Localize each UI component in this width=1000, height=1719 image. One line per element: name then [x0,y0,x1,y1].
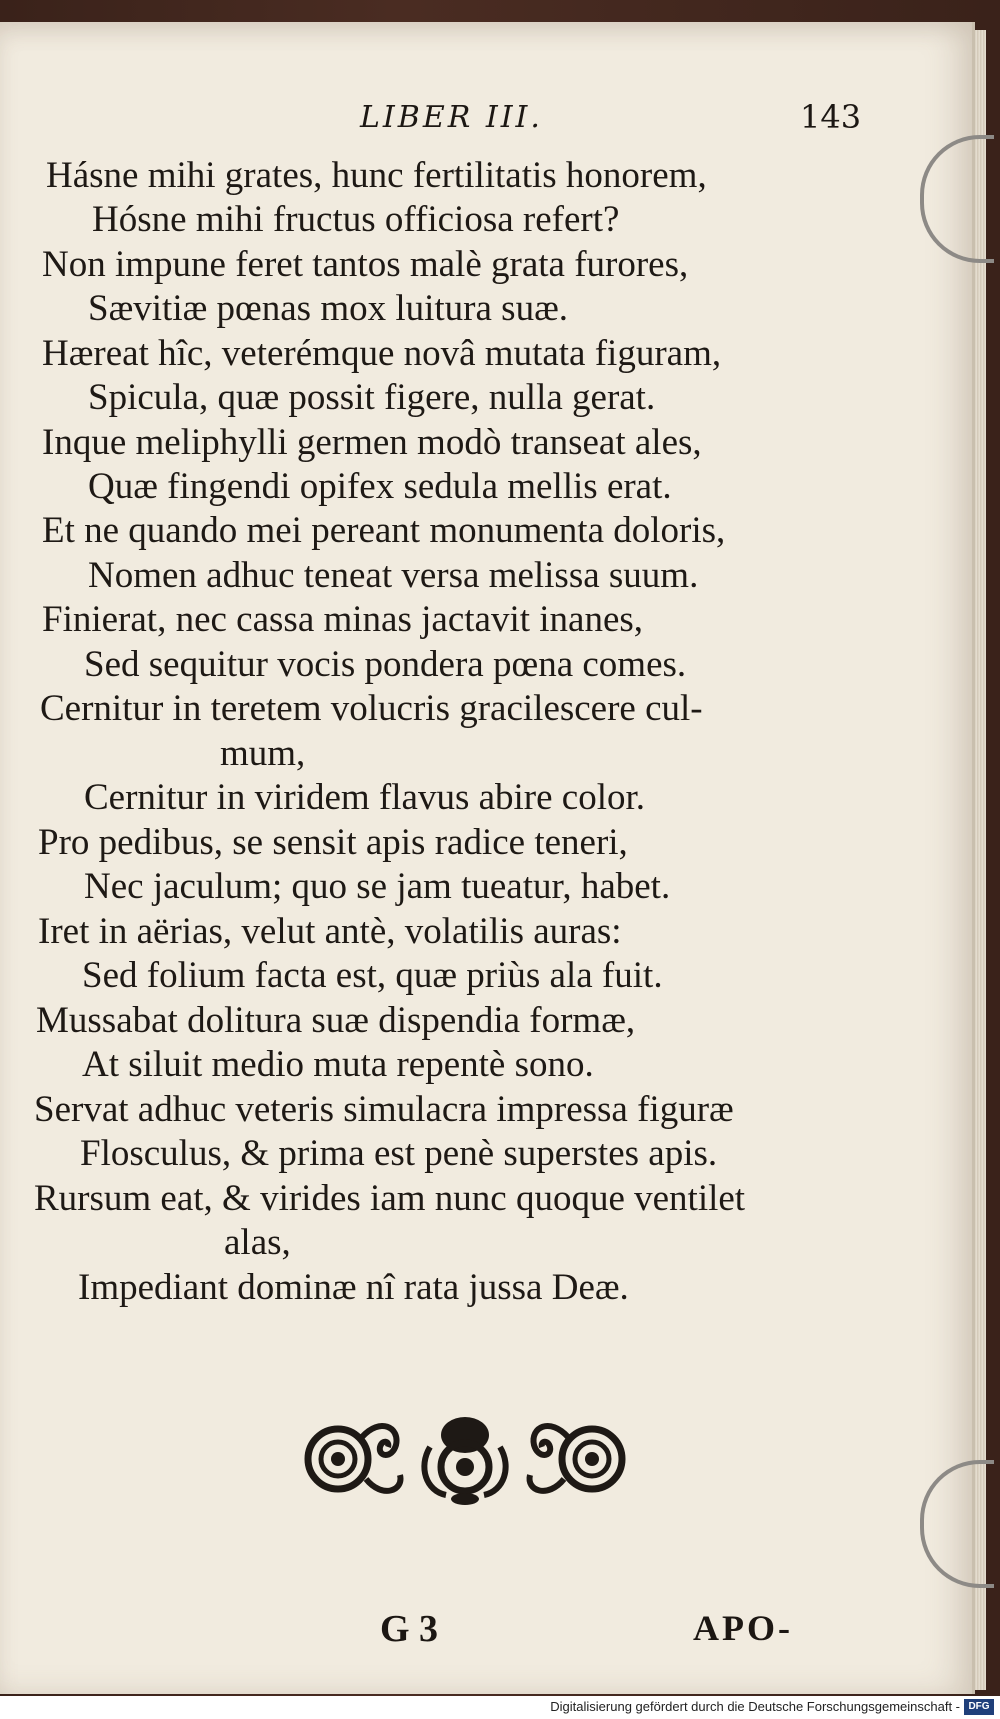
verse-line: Non impune feret tantos malè grata furores, [42,244,689,285]
verse-line: At siluit medio muta repentè sono. [82,1044,594,1085]
verse-line: Sed folium facta est, quæ priùs ala fuit. [82,955,663,996]
digitization-footer [0,1696,1000,1719]
verse-line: Nec jaculum; quo se jam tueatur, habet. [84,866,671,907]
verse-line: Quæ fingendi opifex sedula mellis erat. [88,466,672,507]
running-head: LIBER III. [360,100,543,135]
page-number: 143 [800,98,862,136]
verse-line: Iret in aërias, velut antè, volatilis auras: [38,911,622,952]
dfg-logo-icon: DFG [964,1699,994,1715]
catchword: APO- [693,1608,793,1648]
verse-line: Hæreat hîc, veterémque novâ mutata figuram, [42,333,722,374]
verse-line-continuation: mum, [220,733,306,774]
verse-line: Hósne mihi fructus officiosa refert? [92,199,620,240]
verse-line-continuation: alas, [224,1222,291,1263]
verse-line: Pro pedibus, se sensit apis radice teneri, [38,822,628,863]
page-header [0,100,972,140]
verse-line: Impediant dominæ nî rata jussa Deæ. [78,1267,629,1308]
book-page [0,22,975,1694]
floral-fleuron-ornament-icon [300,1407,630,1507]
verse-line: Nomen adhuc teneat versa melissa suum. [88,555,699,596]
verse-line: Et ne quando mei pereant monumenta doloris, [42,510,726,551]
verse-line: Inque meliphylli germen modò transeat ales, [42,422,702,463]
verse-line: Rursum eat, & virides iam nunc quoque ventilet [34,1178,746,1219]
verse-line: Cernitur in teretem volucris gracilescere cul- [40,688,703,729]
digitization-note: Digitalisierung gefördert durch die Deutsche Forschungsgemeinschaft - [550,1699,960,1714]
verse-line: Servat adhuc veteris simulacra impressa figuræ [34,1089,734,1130]
verse-line: Sed sequitur vocis pondera pœna comes. [84,644,687,685]
verse-line: Spicula, quæ possit figere, nulla gerat. [88,377,656,418]
verse-line: Cernitur in viridem flavus abire color. [84,777,646,818]
verse-line: Sævitiæ pœnas mox luitura suæ. [88,288,569,329]
verse-line: Finierat, nec cassa minas jactavit inanes, [42,599,644,640]
signature-mark: G 3 [380,1608,439,1650]
verse-line: Mussabat dolitura suæ dispendia formæ, [36,1000,636,1041]
verse-line: Hásne mihi grates, hunc fertilitatis honorem, [46,155,707,196]
verse-line: Flosculus, & prima est penè superstes apis. [80,1133,718,1174]
